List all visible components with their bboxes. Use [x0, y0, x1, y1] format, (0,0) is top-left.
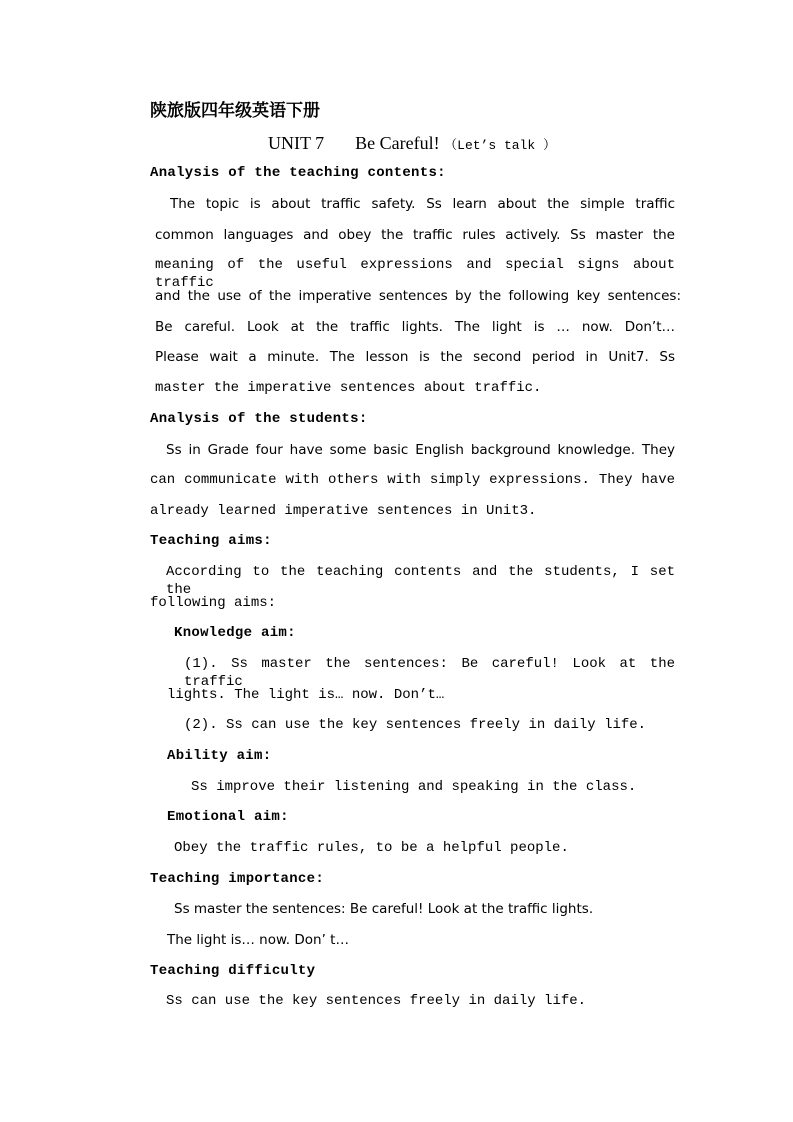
- knowledge-aim-line-1: (1). Ss master the sentences: Be careful! Look at the traffic: [184, 656, 675, 690]
- unit-name: Be Careful!: [355, 133, 440, 153]
- contents-line-4: and the use of the imperative sentences by the following key sentences:: [155, 288, 681, 304]
- aims-intro-line-1: According to the teaching contents and the students, I set the: [166, 564, 675, 598]
- contents-line-1: The topic is about traffic safety. Ss learn about the simple traffic: [170, 196, 675, 212]
- unit-number: UNIT 7: [268, 133, 325, 153]
- students-heading: Analysis of the students:: [150, 411, 368, 427]
- emotional-aim-heading: Emotional aim:: [167, 809, 289, 825]
- unit-title: [268, 132, 556, 157]
- unit-subtitle: （Let’s talk ）: [444, 138, 556, 153]
- students-line-3: already learned imperative sentences in Unit3.: [150, 503, 537, 519]
- ability-aim-heading: Ability aim:: [167, 748, 272, 764]
- difficulty-heading: Teaching difficulty: [150, 963, 316, 979]
- importance-line-2: The light is… now. Don’ t…: [167, 932, 349, 948]
- knowledge-aim-line-2: lights. The light is… now. Don’t…: [167, 687, 445, 703]
- students-line-2: can communicate with others with simply expressions. They have: [150, 472, 675, 488]
- knowledge-aim-heading: Knowledge aim:: [174, 625, 296, 641]
- difficulty-text: Ss can use the key sentences freely in daily life.: [166, 993, 587, 1009]
- students-line-1: Ss in Grade four have some basic English background knowledge. They: [166, 442, 675, 458]
- contents-line-5: Be careful. Look at the traffic lights. The light is … now. Don’t…: [155, 319, 675, 335]
- importance-heading: Teaching importance:: [150, 871, 325, 887]
- aims-intro-line-2: following aims:: [150, 595, 277, 611]
- ability-aim-text: Ss improve their listening and speaking in the class.: [191, 779, 637, 795]
- knowledge-aim-line-3: (2). Ss can use the key sentences freely in daily life.: [184, 717, 647, 733]
- book-title: 陕旅版四年级英语下册: [150, 101, 320, 121]
- aims-heading: Teaching aims:: [150, 533, 272, 549]
- contents-line-2: common languages and obey the traffic rules actively. Ss master the: [155, 227, 675, 243]
- contents-line-3: meaning of the useful expressions and special signs about traffic: [155, 257, 675, 291]
- importance-line-1: Ss master the sentences: Be careful! Look at the traffic lights.: [174, 901, 594, 917]
- contents-heading: Analysis of the teaching contents:: [150, 165, 446, 181]
- emotional-aim-text: Obey the traffic rules, to be a helpful people.: [174, 840, 569, 856]
- contents-line-7: master the imperative sentences about traffic.: [155, 380, 542, 396]
- contents-line-6: Please wait a minute. The lesson is the second period in Unit7. Ss: [155, 349, 675, 365]
